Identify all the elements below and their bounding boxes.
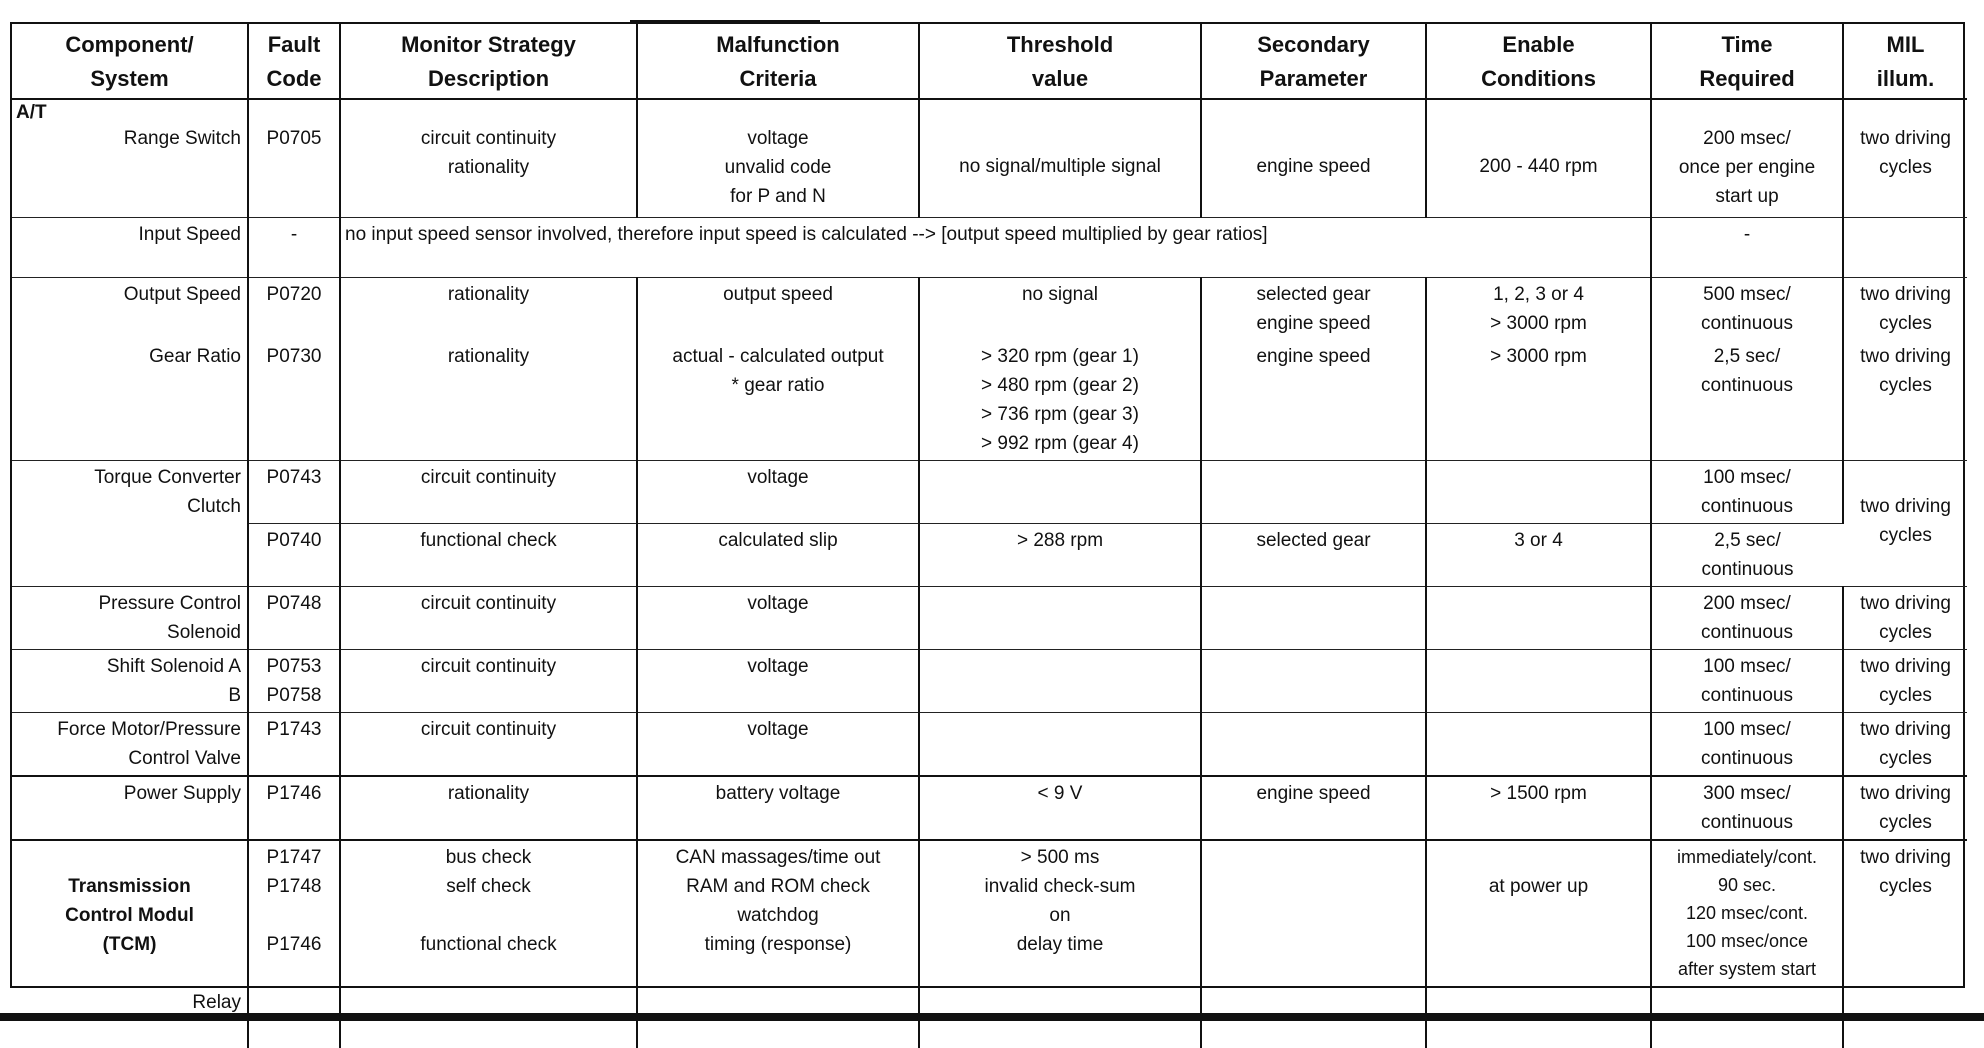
- monitor-cell: circuit continuity: [340, 460, 637, 523]
- fault-code-cell: P0740: [248, 523, 340, 586]
- secondary-cell: selected gear engine speed: [1201, 277, 1426, 340]
- header-fault-code: Fault Code: [248, 24, 340, 99]
- threshold-cell: [919, 649, 1201, 712]
- header-threshold-value: Threshold value: [919, 24, 1201, 99]
- threshold-cell: [919, 460, 1201, 523]
- enable-cell: > 3000 rpm: [1426, 340, 1651, 461]
- fault-code-cell: P0720: [248, 277, 340, 340]
- enable-cell: 200 - 440 rpm: [1426, 99, 1651, 217]
- component-cell: Output Speed: [12, 277, 248, 340]
- secondary-cell: [1201, 712, 1426, 776]
- monitor-cell: functional check: [340, 523, 637, 586]
- header-malfunction-criteria: Malfunction Criteria: [637, 24, 919, 99]
- monitor-cell: circuit continuity: [340, 649, 637, 712]
- time-cell: 500 msec/ continuous: [1651, 277, 1843, 340]
- mil-cell: two driving cycles: [1860, 345, 1951, 396]
- mil-cell: two driving cycles: [1843, 776, 1967, 840]
- table-row-gear-ratio: [12, 340, 1967, 461]
- secondary-cell: engine speed: [1201, 340, 1426, 461]
- mil-cell: two driving cycles: [1843, 460, 1967, 586]
- mil-cell: two driving cycles: [1843, 649, 1967, 712]
- time-cell: 100 msec/ continuous: [1651, 712, 1843, 776]
- monitor-cell: circuit continuity rationality: [340, 99, 637, 217]
- table-row-torque-converter-1: [12, 460, 1967, 523]
- secondary-cell: selected gear: [1201, 523, 1426, 586]
- criteria-cell: battery voltage: [637, 776, 919, 840]
- table-row-output-speed: [12, 277, 1967, 340]
- secondary-cell: [1201, 460, 1426, 523]
- obd-monitor-table: [12, 24, 1967, 1048]
- component-cell: Pressure Control Solenoid: [12, 586, 248, 649]
- criteria-cell: actual - calculated output * gear ratio: [637, 340, 919, 461]
- mil-cell: two driving cycles: [1843, 586, 1967, 649]
- time-cell: -: [1651, 217, 1843, 277]
- time-cell: immediately/cont. 90 sec. 120 msec/cont. 100 msec/once after system start: [1651, 840, 1843, 1048]
- threshold-cell: < 9 V: [919, 776, 1201, 840]
- component-cell: Input Speed: [12, 217, 248, 277]
- threshold-cell: no signal: [919, 277, 1201, 340]
- component-cell: Shift Solenoid A B: [12, 649, 248, 712]
- table-row-pressure-control: [12, 586, 1967, 649]
- table-row-force-motor: [12, 712, 1967, 776]
- bottom-rule: [0, 1013, 1984, 1021]
- time-cell: 200 msec/ continuous: [1651, 586, 1843, 649]
- secondary-cell: engine speed: [1201, 776, 1426, 840]
- enable-cell: [1426, 460, 1651, 523]
- mil-cell: two driving cycles: [1843, 712, 1967, 776]
- mil-cell: two driving cycles: [1843, 840, 1967, 1048]
- enable-cell: [1426, 712, 1651, 776]
- time-cell: 200 msec/ once per engine start up: [1651, 99, 1843, 217]
- component-cell: Force Motor/Pressure Control Valve: [12, 712, 248, 776]
- fault-code-cell: P1743: [248, 712, 340, 776]
- mil-cell: two driving cycles: [1860, 128, 1951, 178]
- header-component: Component/ System: [12, 24, 248, 99]
- monitor-cell: rationality: [340, 776, 637, 840]
- threshold-cell: > 288 rpm: [919, 523, 1201, 586]
- table-row-power-supply: [12, 776, 1967, 840]
- header-time-required: Time Required: [1651, 24, 1843, 99]
- component-cell: Power Supply: [12, 776, 248, 840]
- fault-code-cell: P0743: [248, 460, 340, 523]
- secondary-cell: engine speed: [1201, 99, 1426, 217]
- component-cell: Gear Ratio: [12, 340, 248, 461]
- header-enable-conditions: Enable Conditions: [1426, 24, 1651, 99]
- enable-cell: > 1500 rpm: [1426, 776, 1651, 840]
- enable-cell: [1426, 649, 1651, 712]
- secondary-cell: [1201, 649, 1426, 712]
- criteria-cell: voltage: [637, 460, 919, 523]
- header-secondary-parameter: Secondary Parameter: [1201, 24, 1426, 99]
- enable-cell: 3 or 4: [1426, 523, 1651, 586]
- criteria-cell: output speed: [637, 277, 919, 340]
- time-cell: 100 msec/ continuous: [1651, 460, 1843, 523]
- mil-cell: two driving cycles: [1843, 277, 1967, 340]
- table-row-range-switch: [12, 99, 1967, 217]
- monitor-cell: bus check self check functional check: [340, 840, 637, 1048]
- threshold-cell: > 320 rpm (gear 1) > 480 rpm (gear 2) > 736 rpm (gear 3) > 992 rpm (gear 4): [919, 340, 1201, 461]
- component-cell: Torque Converter Clutch: [12, 460, 248, 523]
- criteria-cell: voltage: [637, 586, 919, 649]
- relay-label: Relay: [192, 991, 241, 1013]
- fault-code-cell: -: [248, 217, 340, 277]
- threshold-cell: no signal/multiple signal: [919, 99, 1201, 217]
- criteria-cell: voltage: [637, 649, 919, 712]
- section-label: A/T: [16, 102, 47, 123]
- header-mil-illum: MIL illum.: [1843, 24, 1967, 99]
- fault-code-cell: P0753 P0758: [248, 649, 340, 712]
- fault-code-cell: P0748: [248, 586, 340, 649]
- table-row-torque-converter-2: [12, 523, 1967, 586]
- header-row: [12, 24, 1967, 99]
- enable-cell: [1426, 586, 1651, 649]
- table-row-input-speed: [12, 217, 1967, 277]
- obd-monitor-table-sheet: [10, 22, 1965, 1013]
- mil-cell: [1843, 217, 1967, 277]
- time-cell: 2,5 sec/ continuous: [1651, 340, 1843, 461]
- component-cell: A/T Range Switch: [12, 99, 248, 217]
- note-cell: no input speed sensor involved, therefore input speed is calculated --> [output speed multiplied by gear ratios]: [340, 217, 1651, 277]
- component-cell: [12, 523, 248, 586]
- secondary-cell: [1201, 586, 1426, 649]
- fault-code-cell: P1747 P1748 P1746: [248, 840, 340, 1048]
- time-cell: 2,5 sec/ continuous: [1651, 523, 1843, 586]
- threshold-cell: [919, 712, 1201, 776]
- time-cell: 300 msec/ continuous: [1651, 776, 1843, 840]
- monitor-cell: rationality: [340, 277, 637, 340]
- threshold-cell: > 500 ms invalid check-sum on delay time: [919, 840, 1201, 1048]
- header-monitor-strategy: Monitor Strategy Description: [340, 24, 637, 99]
- criteria-cell: voltage: [637, 712, 919, 776]
- fault-code-cell: P1746: [248, 776, 340, 840]
- threshold-cell: [919, 586, 1201, 649]
- tcm-label: Transmission Control Modul (TCM): [65, 875, 194, 955]
- monitor-cell: circuit continuity: [340, 586, 637, 649]
- monitor-cell: rationality: [340, 340, 637, 461]
- fault-code-cell: P0705: [248, 99, 340, 217]
- table-row-shift-solenoid: [12, 649, 1967, 712]
- criteria-cell: voltage unvalid code for P and N: [637, 99, 919, 217]
- enable-cell: 1, 2, 3 or 4 > 3000 rpm: [1426, 277, 1651, 340]
- criteria-cell: CAN massages/time out RAM and ROM check watchdog timing (response): [637, 840, 919, 1048]
- monitor-cell: circuit continuity: [340, 712, 637, 776]
- time-cell: 100 msec/ continuous: [1651, 649, 1843, 712]
- enable-cell: at power up: [1426, 840, 1651, 1048]
- fault-code-cell: P0730: [248, 340, 340, 461]
- criteria-cell: calculated slip: [637, 523, 919, 586]
